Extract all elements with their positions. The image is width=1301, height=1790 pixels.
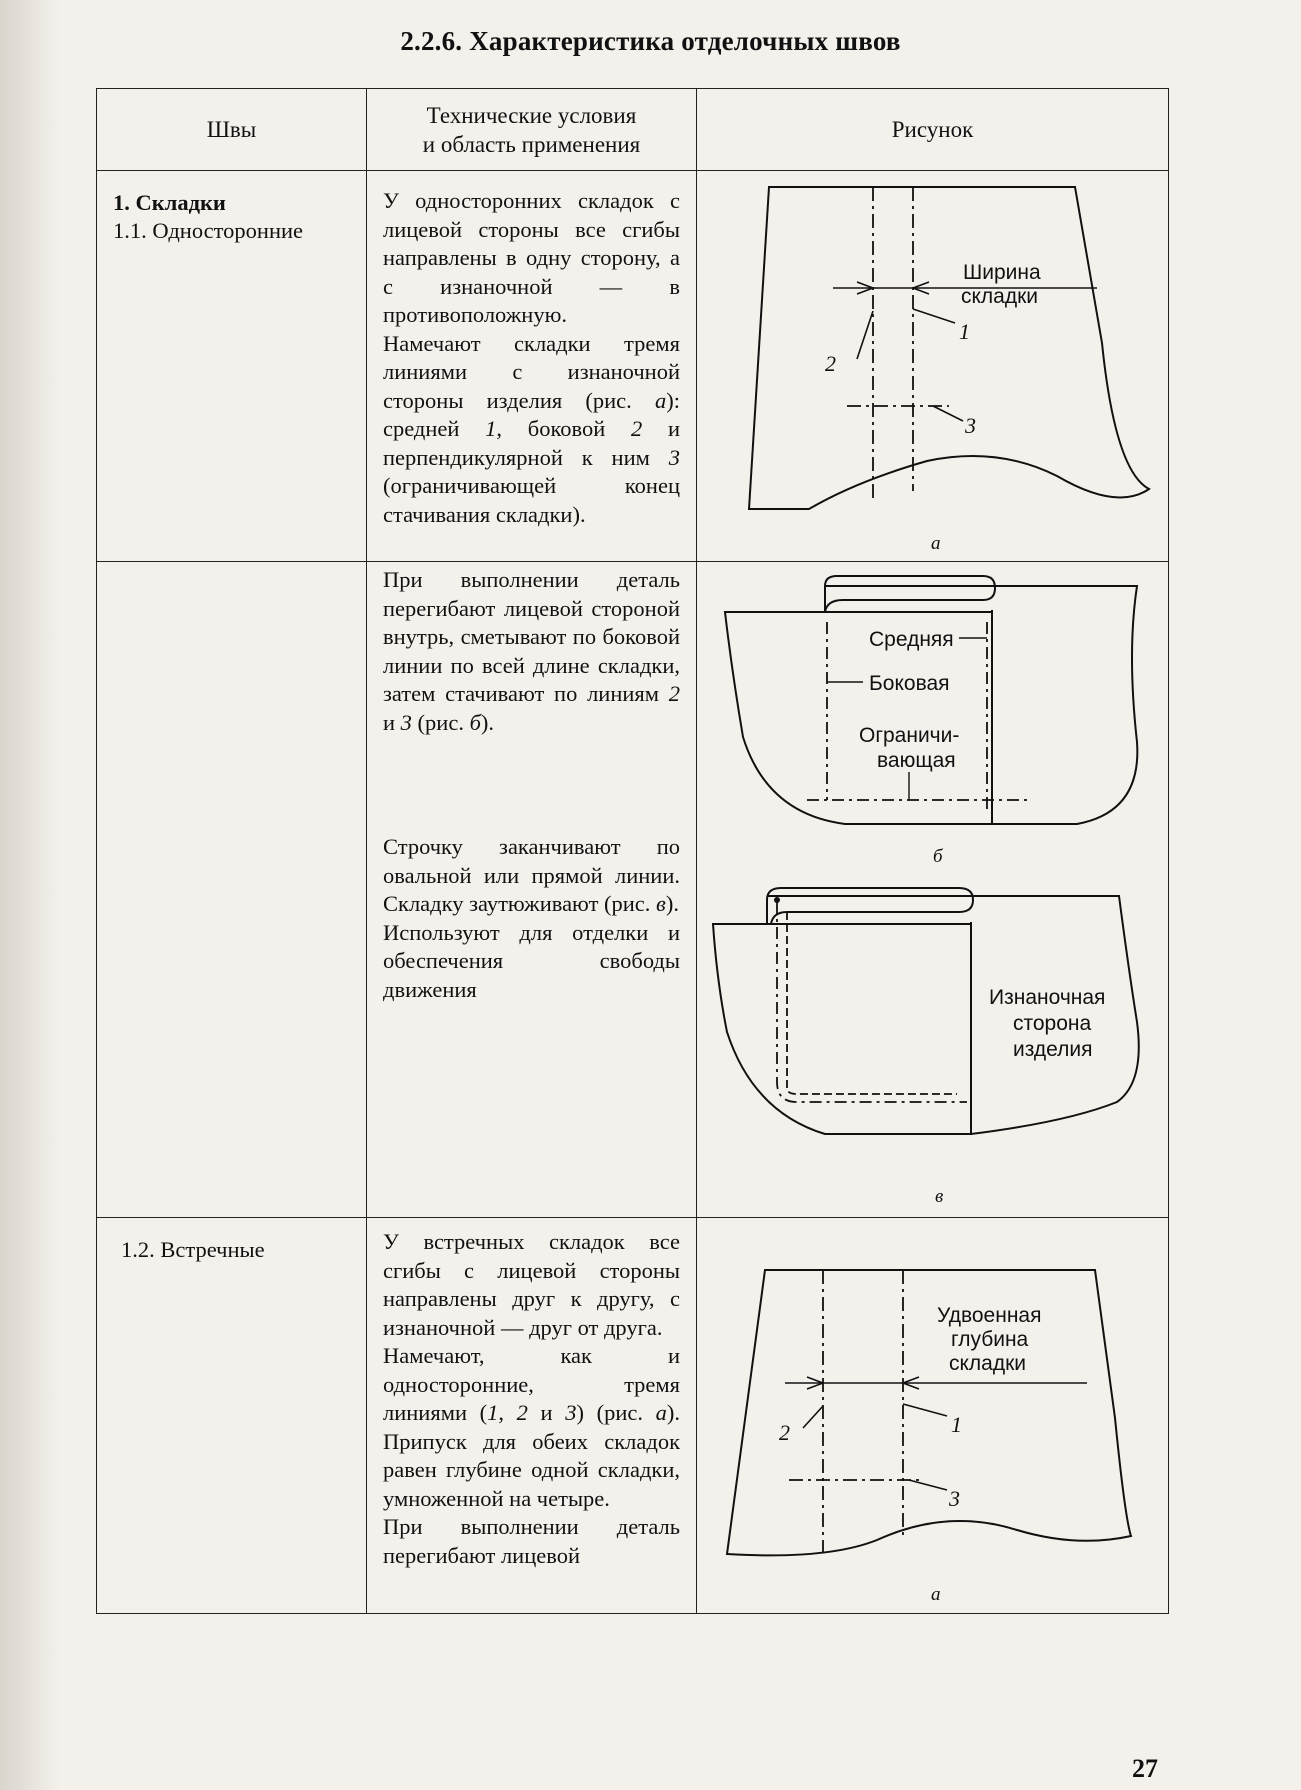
wrong-side-label-line3: изделия: [1013, 1038, 1093, 1061]
fold-top: [825, 576, 995, 612]
seams-table: [96, 88, 1169, 1614]
table-row: [97, 562, 1169, 1218]
figure-caption-c: в: [935, 1186, 944, 1207]
figure-caption-a2: а: [931, 1584, 941, 1605]
description-para: Строчку заканчивают по овальной или прямой линии. Складку заутюживают (рис. в).: [383, 834, 680, 916]
seam-name: 1.1. Односторонние: [113, 218, 304, 243]
fabric-outline-2: [727, 1270, 1131, 1555]
figure-cell: [697, 1218, 1169, 1614]
figure-caption-a: а: [931, 533, 941, 554]
header-tech-line1: Технические условия: [426, 102, 637, 128]
wrong-side-label-line2: сторона: [1013, 1012, 1092, 1035]
box-pleat-figure-a: [697, 1218, 1167, 1612]
page-number: 27: [1132, 1754, 1158, 1783]
description-para: Намечают, как и односторонние, тремя линиями (1, 2 и 3) (рис. а). Припуск для обеих складок равен глубине одной складки, умноженной на четыре.: [383, 1343, 681, 1511]
description-para: У встречных складок все сгибы с лицевой стороны направлены друг к другу, с изнаночной — друг от друга.: [383, 1229, 680, 1340]
pleat-width-label-line1: Ширина: [963, 261, 1041, 284]
seam-group: 1. Складки: [113, 190, 226, 215]
page-edge-shadow: [0, 0, 60, 1790]
page-title: 2.2.6. Характеристика отделочных швов: [400, 26, 901, 56]
description-para: При выполнении деталь перегибают лицевой: [383, 1514, 680, 1568]
description-para: Используют для отделки и обеспечения свободы движения: [383, 919, 680, 1002]
header-figure: Рисунок: [697, 89, 1169, 171]
seam-cell: [97, 171, 367, 562]
line-number-3b: 3: [949, 1486, 960, 1511]
one-sided-pleat-figure-a: [697, 171, 1167, 560]
middle-line-label: Средняя: [869, 628, 954, 651]
table-row: [97, 1218, 1169, 1614]
basting-line-c: [787, 912, 957, 1094]
fold-top-c: [767, 888, 973, 924]
header-tech-line2: и область применения: [422, 131, 641, 157]
table-row: [97, 171, 1169, 562]
double-depth-label-line1: Удвоенная: [937, 1304, 1042, 1327]
seam-cell: [97, 562, 367, 1218]
figure-cell: [697, 171, 1169, 562]
description-para: При выполнении деталь перегибают лицевой стороной внутрь, сметывают по боковой линии по всей длине складки, затем стачивают по линиям 2 и 3 (рис. б).: [383, 567, 680, 735]
double-depth-label-line2: глубина: [951, 1328, 1029, 1351]
description-para: Намечают складки тремя линиями с изнаночной стороны изделия (рис. а): средней 1, боковой 2 и перпендикулярной к ним 3 (ограничивающей конец стачивания складки).: [383, 330, 680, 527]
pleat-width-label-line2: складки: [961, 285, 1039, 308]
fabric-outline: [749, 187, 1149, 509]
description-cell: [367, 171, 697, 562]
line-number-1b: 1: [951, 1412, 962, 1437]
line-number-2b: 2: [779, 1420, 790, 1445]
stitch-line-c: [777, 902, 967, 1102]
seam-name: 1.2. Встречные: [121, 1237, 265, 1262]
back-layer-outline: [825, 586, 1137, 824]
seam-cell: [97, 1218, 367, 1614]
description-cell: [367, 1218, 697, 1614]
description-cell: [367, 562, 697, 1218]
header-tech-conditions: [367, 89, 697, 171]
description-para: У односторонних складок с лицевой стороны все сгибы направлены в одну сторону, а с изнаночной — в противоположную.: [383, 188, 680, 327]
limit-line-label-line1: Ограничи-: [859, 724, 960, 747]
one-sided-pleat-figure-b-c: [697, 562, 1167, 1216]
line-number-3: 3: [965, 413, 976, 438]
figure-cell: [697, 562, 1169, 1218]
wrong-side-label-line1: Изнаночная: [989, 986, 1106, 1009]
limit-line-label-line2: вающая: [877, 749, 956, 772]
side-line-label: Боковая: [869, 672, 950, 695]
double-depth-label-line3: складки: [949, 1352, 1027, 1375]
figure-caption-b: б: [933, 846, 943, 867]
line-number-2: 2: [825, 351, 836, 376]
header-seams: Швы: [97, 89, 367, 171]
table-header-row: [97, 89, 1169, 171]
line-number-1: 1: [959, 319, 970, 344]
